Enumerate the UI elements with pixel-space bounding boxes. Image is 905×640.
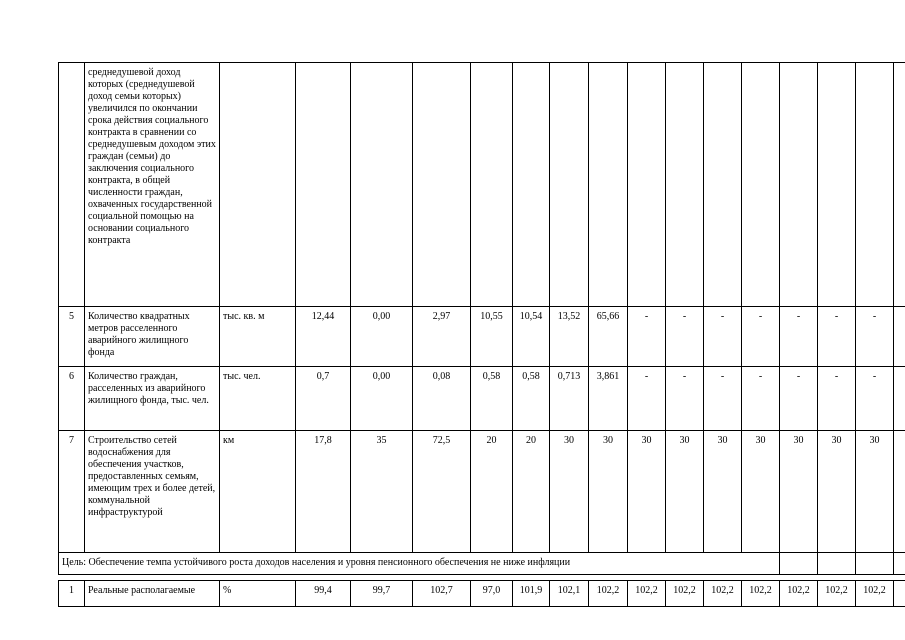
value-cell: 102,2: [628, 581, 666, 607]
value-cell: 0,713: [550, 367, 589, 431]
goal-text: Цель: Обеспечение темпа устойчивого роста доходов населения и уровня пенсионного обеспечения не ниже инфляции: [59, 553, 780, 575]
value-cell: -: [666, 367, 704, 431]
value-cell: [413, 63, 471, 307]
value-cell: -: [628, 307, 666, 367]
value-cell: 13,52: [550, 307, 589, 367]
value-cell: 30: [742, 431, 780, 553]
value-cell: 2,97: [413, 307, 471, 367]
value-cell: 99,4: [296, 581, 351, 607]
value-cell: 30: [818, 431, 856, 553]
value-cell: 12,44: [296, 307, 351, 367]
value-cell: [296, 63, 351, 307]
value-cell: 30: [704, 431, 742, 553]
table-row: [59, 63, 905, 307]
value-cell: -: [666, 307, 704, 367]
row-index-cell: [59, 63, 85, 307]
value-cell: [894, 581, 905, 607]
value-cell: 0,00: [351, 307, 413, 367]
value-cell: [513, 63, 550, 307]
value-cell: 0,00: [351, 367, 413, 431]
unit-cell: [220, 63, 296, 307]
value-cell: [894, 367, 905, 431]
value-cell: -: [742, 367, 780, 431]
value-cell: [780, 553, 818, 575]
value-cell: [780, 63, 818, 307]
value-cell: [856, 63, 894, 307]
value-cell: 35: [351, 431, 413, 553]
indicator-name-cell: среднедушевой доход которых (среднедушевой доход семьи которых) увеличился по окончании срока действия социального контракта в сравнении со среднедушевым доходом этих граждан (семьи) до заключения социального контракта, в общей численности граждан, охваченных государственной социальной помощью на основании социального контракта: [85, 63, 220, 307]
indicator-name-cell: Реальные располагаемые: [85, 581, 220, 607]
value-cell: [704, 63, 742, 307]
value-cell: 10,54: [513, 307, 550, 367]
value-cell: 101,9: [513, 581, 550, 607]
value-cell: 30: [589, 431, 628, 553]
goal-row: [59, 553, 905, 575]
table-row: [59, 581, 905, 607]
value-cell: -: [818, 367, 856, 431]
value-cell: [471, 63, 513, 307]
row-index-cell: 5: [59, 307, 85, 367]
value-cell: 102,2: [589, 581, 628, 607]
value-cell: 97,0: [471, 581, 513, 607]
value-cell: 0,58: [471, 367, 513, 431]
value-cell: [666, 63, 704, 307]
value-cell: -: [856, 307, 894, 367]
unit-cell: тыс. чел.: [220, 367, 296, 431]
table-row: [59, 431, 905, 553]
value-cell: [818, 63, 856, 307]
value-cell: -: [628, 367, 666, 431]
table-row: [59, 307, 905, 367]
row-index-cell: 6: [59, 367, 85, 431]
value-cell: 20: [471, 431, 513, 553]
value-cell: [894, 307, 905, 367]
value-cell: [589, 63, 628, 307]
value-cell: [550, 63, 589, 307]
value-cell: 102,2: [818, 581, 856, 607]
value-cell: -: [780, 307, 818, 367]
indicators-table: [58, 62, 905, 607]
value-cell: 30: [666, 431, 704, 553]
value-cell: -: [818, 307, 856, 367]
value-cell: 0,58: [513, 367, 550, 431]
unit-cell: тыс. кв. м: [220, 307, 296, 367]
value-cell: [894, 63, 905, 307]
indicator-name-cell: Количество граждан, расселенных из аварийного жилищного фонда, тыс. чел.: [85, 367, 220, 431]
value-cell: 65,66: [589, 307, 628, 367]
value-cell: [351, 63, 413, 307]
value-cell: -: [856, 367, 894, 431]
value-cell: 72,5: [413, 431, 471, 553]
value-cell: 20: [513, 431, 550, 553]
value-cell: 30: [550, 431, 589, 553]
value-cell: 30: [628, 431, 666, 553]
table-row: [59, 367, 905, 431]
value-cell: 0,08: [413, 367, 471, 431]
value-cell: 99,7: [351, 581, 413, 607]
value-cell: 102,7: [413, 581, 471, 607]
value-cell: [818, 553, 856, 575]
value-cell: 30: [780, 431, 818, 553]
value-cell: -: [704, 367, 742, 431]
row-index-cell: 1: [59, 581, 85, 607]
unit-cell: %: [220, 581, 296, 607]
value-cell: 17,8: [296, 431, 351, 553]
value-cell: 102,2: [742, 581, 780, 607]
value-cell: -: [780, 367, 818, 431]
value-cell: 10,55: [471, 307, 513, 367]
value-cell: 30: [856, 431, 894, 553]
indicator-name-cell: Количество квадратных метров расселенного аварийного жилищного фонда: [85, 307, 220, 367]
value-cell: -: [704, 307, 742, 367]
value-cell: [894, 553, 905, 575]
value-cell: 102,1: [550, 581, 589, 607]
value-cell: 3,861: [589, 367, 628, 431]
value-cell: 0,7: [296, 367, 351, 431]
value-cell: [742, 63, 780, 307]
value-cell: 102,2: [666, 581, 704, 607]
value-cell: [894, 431, 905, 553]
value-cell: [628, 63, 666, 307]
unit-cell: км: [220, 431, 296, 553]
value-cell: [856, 553, 894, 575]
value-cell: 102,2: [780, 581, 818, 607]
indicator-name-cell: Строительство сетей водоснабжения для обеспечения участков, предоставленных семьям, имеющим трех и более детей, коммунальной инфраструктурой: [85, 431, 220, 553]
value-cell: 102,2: [704, 581, 742, 607]
value-cell: -: [742, 307, 780, 367]
value-cell: 102,2: [856, 581, 894, 607]
row-index-cell: 7: [59, 431, 85, 553]
